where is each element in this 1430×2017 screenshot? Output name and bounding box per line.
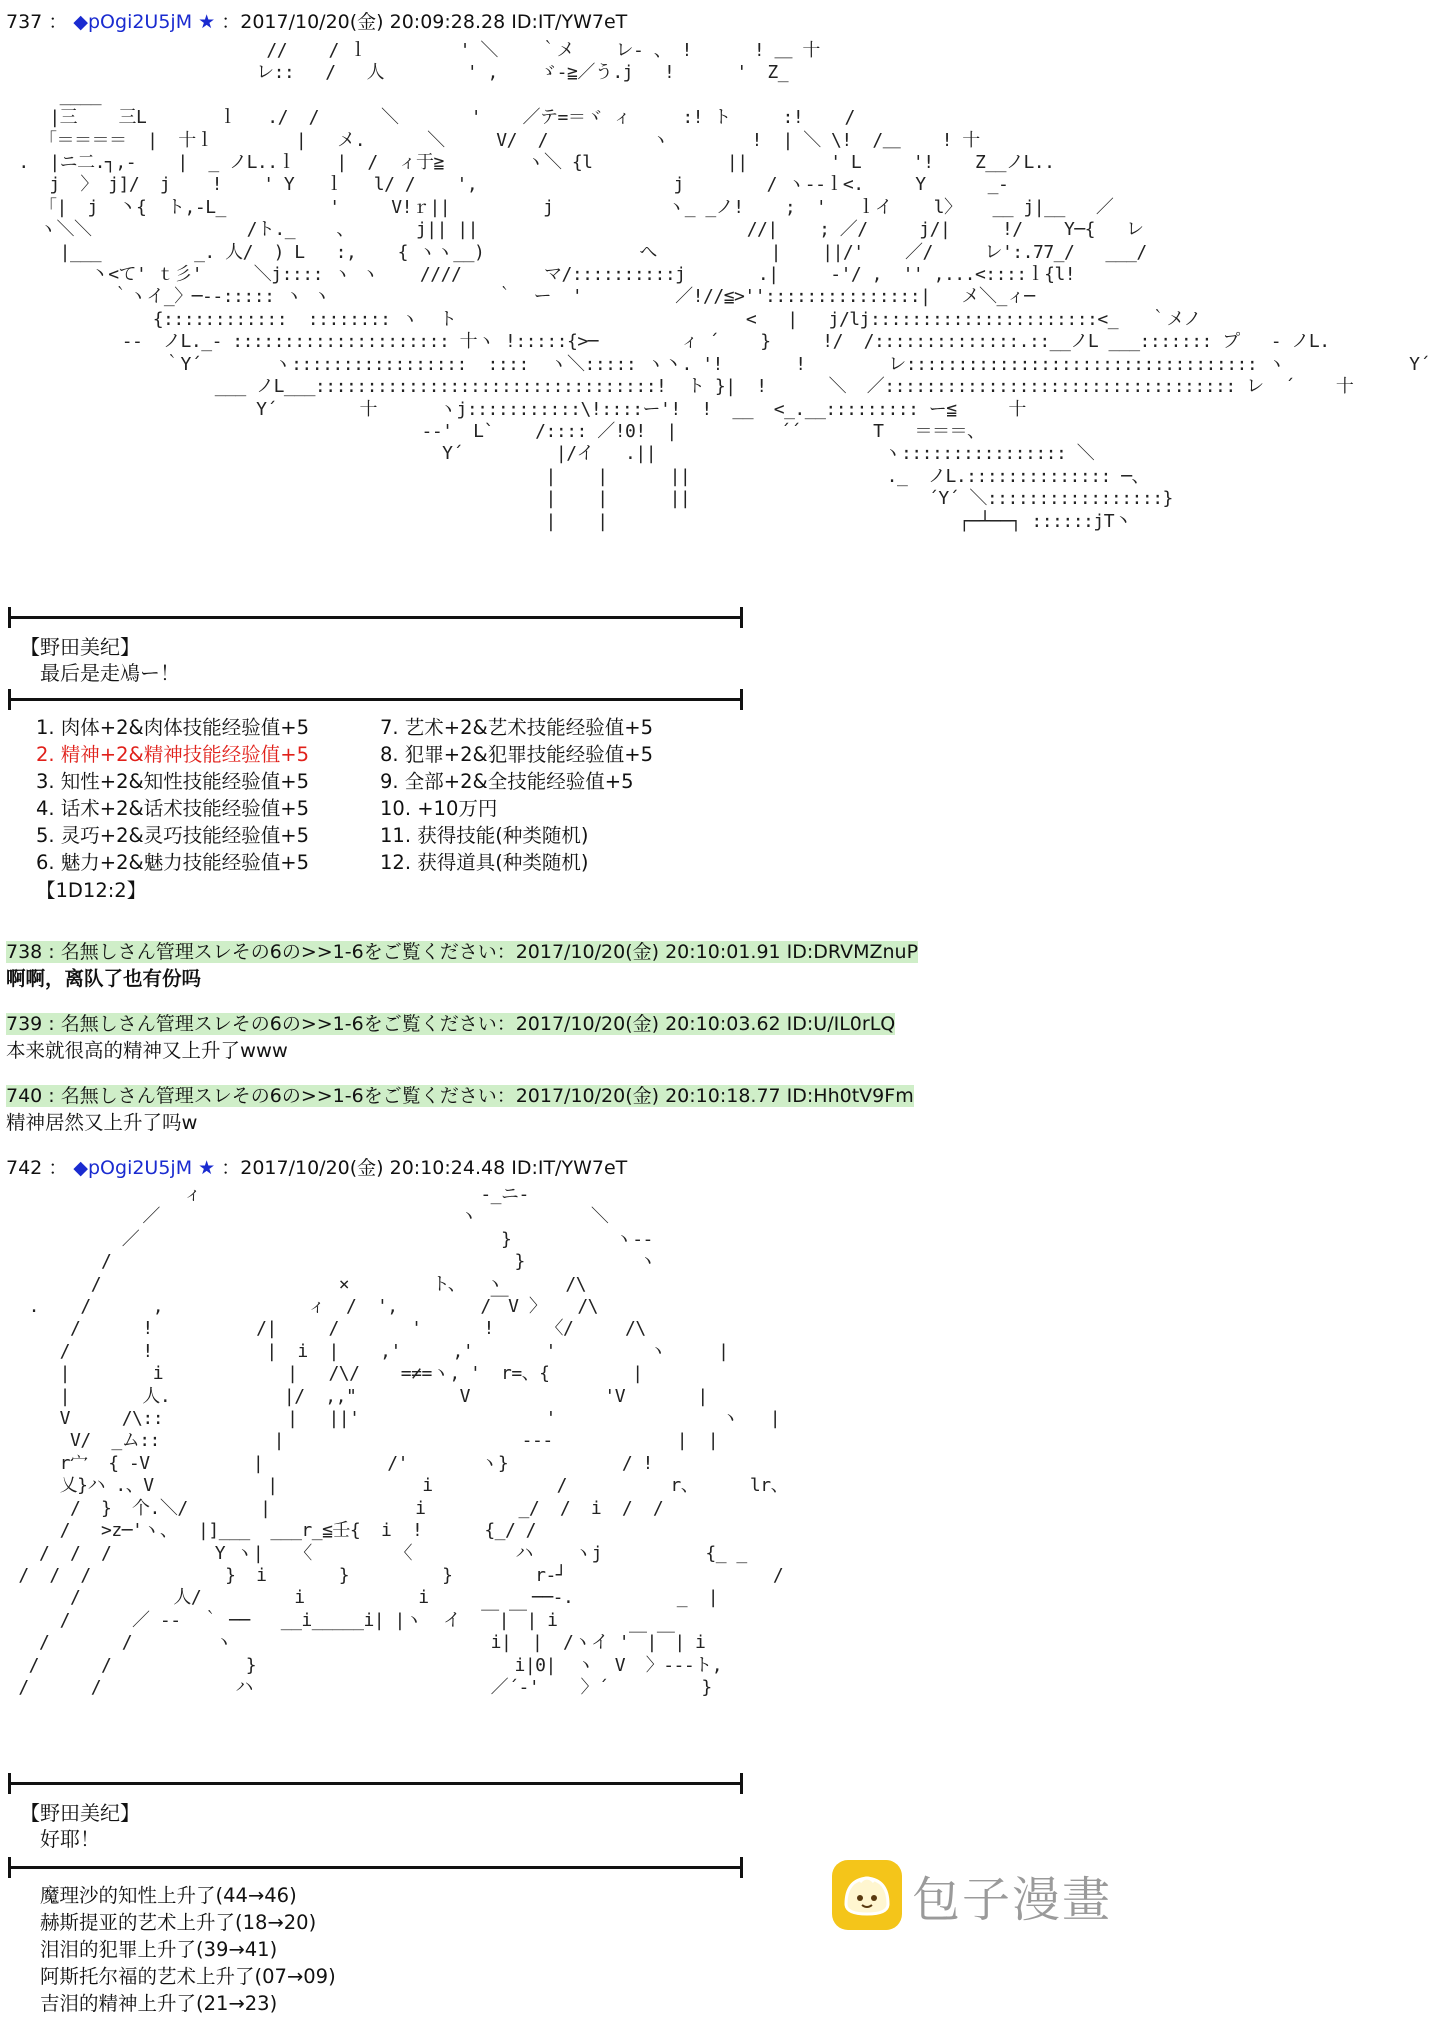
option-item: 3. 知性+2&知性技能经验值+5: [36, 770, 310, 793]
stat-result: 吉泪的精神上升了(21→23): [40, 1992, 278, 2015]
poster-trip[interactable]: ◆pOgi2U5jM: [73, 1157, 193, 1179]
dice-result: 【1D12:2】: [36, 879, 147, 902]
option-item: 6. 魅力+2&魅力技能经验值+5: [36, 851, 310, 874]
option-item: 9. 全部+2&全技能经验值+5: [380, 770, 634, 793]
star-icon: ★: [198, 11, 216, 33]
reply-body: 精神居然又上升了吗w: [6, 1111, 198, 1134]
option-item: 10. +10万円: [380, 797, 498, 820]
reply-body: 啊啊，离队了也有份吗: [6, 967, 202, 990]
post-number: 742: [6, 1157, 43, 1179]
post-date: ：2017/10/20(金) 20:09:28.28 ID:IT/YW7eT: [221, 11, 628, 33]
option-item: 4. 话术+2&话术技能经验值+5: [36, 797, 310, 820]
post-number: 737: [6, 11, 43, 33]
post-header-738: 738 : 名無しさん管理スレその6の>>1-6をご覧ください：2017/10/20(金) 20:10:01.91 ID:DRVMZnuP: [6, 941, 919, 963]
stat-result: 泪泪的犯罪上升了(39→41): [40, 1938, 278, 1961]
speech-text: 最后是走鳰ー！: [40, 661, 180, 685]
speaker-name: 【野田美纪】: [20, 635, 140, 659]
divider-line: [8, 616, 743, 619]
poster-trip[interactable]: ◆pOgi2U5jM: [73, 11, 193, 33]
divider-line: [8, 1782, 743, 1785]
post-header-742: 742 ： ◆pOgi2U5jM ★ ：2017/10/20(金) 20:10:24.48 ID:IT/YW7eT: [6, 1157, 628, 1179]
stat-result: 阿斯托尔福的艺术上升了(07→09): [40, 1965, 336, 1988]
post-header-739: 739 : 名無しさん管理スレその6の>>1-6をご覧ください：2017/10/20(金) 20:10:03.62 ID:U/IL0rLQ: [6, 1013, 896, 1035]
star-icon: ★: [198, 1157, 216, 1179]
ascii-art-tree: // / ｌ ' ＼ ｀メ レ- 、 ! ! ＿ 十 レ:: / 人 ' , ゞ-≧／う.j ! ' Z_ ____ |三 三L ｌ ./ / ＼ ' ／テ=＝ヾ ィ :! ト :! / 「＝＝＝＝ | 十ｌ | メ. ＼ V/ / ヽ ! | ＼ \! /＿ ! 十 . |ニ二.┐,- | _ ノL..ｌ | / ィ于≧ ヽ＼ {l || ' L '! Z__ノL.. j 〉 j]/ j ! ' Y ｌ l/ / ', j / ヽ--ｌ<. Y _- 「| j 丶{ ト,-L_ ' V!ｒ|| j ヽ_ _ノ! ; ' ｌイ l〉 __ j|__ ／ ヽ＼＼ /ト._ 、 j|| || //| ; ／/ j/| !/ Y─{ レ |___ _. 人/ ) L :, { ヽヽ__) へ | ||/' ／/ レ':.77_/ ___/ 丶<て' ｔ彡' ＼j:::: ヽ ヽ //// マ/::::::::::j .| -'/ , '' ,...<::::ｌ{l! ｀ヽイ_〉─‐-::::: ヽ ヽ ｀ ー ' ／!//≦>'':::::::::::::::| メ＼_ィ─ {:::::::::::: :::::::: ヽ ト < | j/lj::::::::::::::::::::::<_ ｀メノ -- ノL._- ::::::::::::::::::::: 十ヽ !:::::{>─ ィ ´ } !/ /::::::::::::::.::__ノL ___::::::: プ - ノL. ｀Y´ ヽ::::::::::::::::: :::: ヽ＼::::: ヽ丶. '! ! レ:::::::::::::::::::::::::::::::::: ヽ Y´ ___ ノL___:::::::::::::::::::::::::::::::::! ト }| ! ＼ ／:::::::::::::::::::::::::::::::::: レ ´ 十 Y´ 十 ヽj:::::::::::\!::::ー'! ! __ <_.__::::::::: ー≦ 十 --' L` /:::: ／!0! | ´´ T ＝＝＝、 Y´ |/イ .|| ヽ:::::::::::::::: ＼ | | || ._ ノL.:::::::::::::: ─、 | | || ´Y´ ＼:::::::::::::::::} | | ┌─┴──┐ ::::::jT丶: [18, 40, 1430, 532]
stat-result: 魔理沙的知性上升了(44→46): [40, 1884, 297, 1907]
post-header-737: 737 ： ◆pOgi2U5jM ★ ：2017/10/20(金) 20:09:28.28 ID:IT/YW7eT: [6, 11, 628, 33]
ascii-art-character: ィ -_ニ- ／ ヽ ＼ ／ } ヽ-- / } ヽ / × ト、 ヽ /\ . / , ィ / ', /￣V 〉 /\ / ! /| / ' ! 〈/ /\ / ! | i | ,' ,' ' ヽ | | i | /\/ =≠=ヽ, ' r=、{ | | 人. |/ ,," V 'V | V /\:: | ||' ' ヽ | V/ _ム:: | --- | | r宀 { -V | /' ヽ} / ! 乂}ハ .、V | i / r、 lr、 / } 个.＼/ | i _/ / i / / / >z─'ヽ、 |]___ ___r_≦壬{ i ! {_/ / / / / Y ヽ| 〈 〈 ハ ヽj {_ _ / / / } i } } r-┘ / / 人/ i i ──-. _ | / ／ -- ｀ ── __i_____i| |ヽ イ ￣|￣| i / / ヽ i| | /ヽイ '￣|￣| i / / } i|0| ヽ V 〉---ト, / / ハ ／´-' 〉´ }: [18, 1184, 789, 1698]
watermark: [832, 1860, 1112, 1930]
option-item: 1. 肉体+2&肉体技能经验值+5: [36, 716, 310, 739]
speech-text: 好耶！: [40, 1827, 100, 1851]
watermark-text: 包子漫畫: [912, 1871, 1113, 1928]
option-item: 11. 获得技能(种类随机): [380, 824, 589, 847]
speaker-name: 【野田美纪】: [20, 1801, 140, 1825]
post-header-740: 740 : 名無しさん管理スレその6の>>1-6をご覧ください：2017/10/20(金) 20:10:18.77 ID:Hh0tV9Fm: [6, 1085, 914, 1107]
reply-body: 本来就很高的精神又上升了www: [6, 1039, 288, 1062]
divider-line: [8, 1866, 743, 1869]
option-item: 8. 犯罪+2&犯罪技能经验值+5: [380, 743, 654, 766]
stat-result: 赫斯提亚的艺术上升了(18→20): [40, 1911, 317, 1934]
divider-line: [8, 698, 743, 701]
option-item: 7. 艺术+2&艺术技能经验值+5: [380, 716, 654, 739]
option-item-selected: 2. 精神+2&精神技能经验值+5: [36, 743, 310, 766]
post-date: ：2017/10/20(金) 20:10:24.48 ID:IT/YW7eT: [221, 1157, 628, 1179]
option-item: 5. 灵巧+2&灵巧技能经验值+5: [36, 824, 310, 847]
bun-face-icon: [832, 1860, 902, 1930]
option-item: 12. 获得道具(种类随机): [380, 851, 589, 874]
